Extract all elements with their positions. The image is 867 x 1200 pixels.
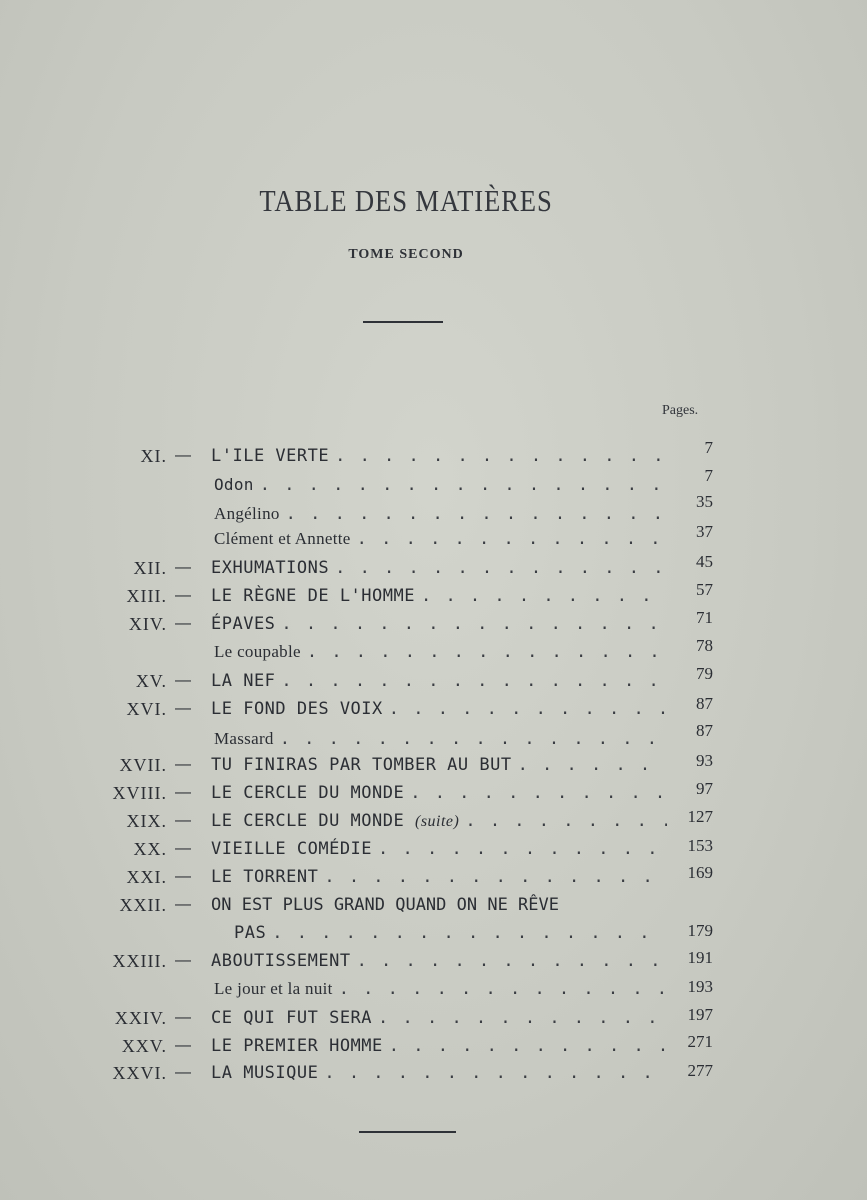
- leader-line: [211, 1032, 667, 1060]
- page-number: 37: [696, 522, 713, 541]
- leader-line: [211, 1004, 667, 1032]
- chapter-title: LE PREMIER HOMME: [211, 1036, 383, 1056]
- toc-entry: [0, 863, 867, 891]
- chapter-number: XXII.: [119, 895, 167, 915]
- page-number: 153: [687, 836, 713, 855]
- leader-line: [211, 554, 667, 582]
- page-number: 197: [687, 1005, 713, 1024]
- chapter-number: XVII.: [119, 755, 167, 775]
- page-number: 193: [687, 977, 713, 996]
- section-title: Angélino: [214, 504, 280, 523]
- dash: —: [175, 812, 191, 829]
- chapter-number: XI.: [140, 446, 167, 466]
- chapter-number: XVIII.: [112, 783, 167, 803]
- toc-entry: [0, 664, 867, 695]
- chapter-title: EXHUMATIONS: [211, 558, 330, 578]
- chapter-number: XXVI.: [112, 1063, 167, 1083]
- chapter-title: ON EST PLUS GRAND QUAND ON NE RÊVE: [211, 895, 559, 915]
- chapter-number: XXIII.: [112, 951, 167, 971]
- dash: —: [175, 672, 191, 689]
- toc-subentry: [0, 466, 867, 499]
- page-number: 57: [696, 580, 713, 599]
- toc-subentry: [0, 522, 867, 553]
- dot-leader: [372, 1004, 667, 1032]
- leader-line: [211, 779, 667, 807]
- leader-line: [211, 807, 667, 836]
- dot-leader: [275, 667, 667, 695]
- page-number: 71: [696, 608, 713, 627]
- chapter-title: LE FOND DES VOIX: [211, 699, 383, 719]
- toc-entry: [0, 438, 867, 470]
- dash: —: [175, 587, 191, 604]
- toc-entry: [0, 751, 867, 779]
- toc-entry: [0, 610, 867, 638]
- dash: —: [175, 615, 191, 632]
- chapter-title: LE RÈGNE DE L'HOMME: [211, 586, 415, 606]
- leader-line: [211, 947, 667, 975]
- chapter-title: ÉPAVES: [211, 614, 276, 634]
- dot-leader: [329, 442, 667, 470]
- chapter-number: XVI.: [126, 699, 167, 719]
- leader-line: [214, 638, 667, 666]
- dot-leader: [318, 1059, 667, 1087]
- chapter-number: XXI.: [126, 867, 167, 887]
- section-title: Le coupable: [214, 642, 301, 661]
- chapter-title: TU FINIRAS PAR TOMBER AU BUT: [211, 755, 512, 775]
- chapter-number: XX.: [133, 839, 167, 859]
- section-title: Le jour et la nuit: [214, 979, 333, 998]
- dot-leader: [351, 947, 667, 975]
- dash: —: [175, 447, 191, 464]
- toc-entry: [0, 947, 867, 975]
- dot-leader: [329, 554, 667, 582]
- dot-leader: [254, 471, 667, 499]
- leader-line: [211, 695, 667, 723]
- page-number: 191: [687, 948, 713, 967]
- dot-leader: [301, 638, 667, 666]
- chapter-title: LA MUSIQUE: [211, 1063, 319, 1083]
- chapter-number: XXIV.: [114, 1008, 167, 1028]
- leader-line: [211, 610, 667, 638]
- chapter-number: XII.: [133, 558, 167, 578]
- chapter-number: XV.: [135, 671, 167, 691]
- chapter-title: [211, 807, 459, 836]
- leader-line: [214, 471, 667, 499]
- toc-subentry: [0, 492, 867, 528]
- leader-line: [214, 975, 667, 1003]
- dot-leader: [274, 725, 667, 753]
- dot-leader: [383, 695, 667, 723]
- page-number: 169: [687, 863, 713, 882]
- leader-line: [214, 525, 667, 553]
- chapter-title: LE CERCLE DU MONDE: [211, 783, 405, 803]
- toc-entry: [0, 835, 867, 863]
- volume-subtitle: TOME SECOND: [348, 247, 464, 262]
- toc-entry: [0, 891, 867, 919]
- page-number: 45: [696, 552, 713, 571]
- bottom-divider: [359, 1131, 456, 1133]
- dash: —: [175, 784, 191, 801]
- page-number: 97: [696, 779, 713, 798]
- chapter-number: XXV.: [121, 1036, 167, 1056]
- dot-leader: [512, 751, 667, 779]
- page-number: 7: [704, 466, 713, 485]
- dash: —: [175, 559, 191, 576]
- dot-leader: [459, 807, 667, 835]
- toc-subentry: [0, 638, 867, 666]
- page-number: 79: [696, 664, 713, 683]
- section-title: Clément et Annette: [214, 529, 351, 548]
- chapter-title: LA NEF: [211, 671, 276, 691]
- chapter-title-suffix: (suite): [414, 813, 460, 830]
- toc-entry: [0, 1004, 867, 1032]
- page-number: 87: [696, 694, 713, 713]
- chapter-title-continuation: PAS: [234, 923, 267, 943]
- toc-entry-continuation: [0, 919, 867, 947]
- chapter-title: VIEILLE COMÉDIE: [211, 839, 373, 859]
- chapter-number: XIV.: [128, 614, 167, 634]
- dot-leader: [383, 1032, 667, 1060]
- leader-line: [211, 751, 667, 779]
- dash: —: [175, 1009, 191, 1026]
- chapter-title: L'ILE VERTE: [211, 446, 330, 466]
- dash: —: [175, 1037, 191, 1054]
- section-title: Massard: [214, 729, 274, 748]
- toc-entry: [0, 582, 867, 610]
- page-number: 93: [696, 751, 713, 770]
- page-number: 7: [704, 438, 713, 457]
- dot-leader: [266, 919, 667, 947]
- toc-entry: [0, 779, 867, 807]
- dash: —: [175, 840, 191, 857]
- dash: —: [175, 756, 191, 773]
- toc-subentry: [0, 975, 867, 1003]
- chapter-title: ABOUTISSEMENT: [211, 951, 351, 971]
- dash: —: [175, 1064, 191, 1081]
- toc-entry: [0, 1059, 867, 1087]
- page-number: 179: [687, 921, 713, 940]
- dot-leader: [275, 610, 667, 638]
- page-number: 87: [696, 721, 713, 740]
- dot-leader: [351, 525, 667, 553]
- top-divider: [363, 321, 443, 323]
- page-number: 277: [687, 1061, 713, 1080]
- dash: —: [175, 700, 191, 717]
- page-number: 127: [687, 807, 713, 826]
- section-title: Odon: [214, 475, 254, 494]
- chapter-title: CE QUI FUT SERA: [211, 1008, 373, 1028]
- dot-leader: [280, 500, 667, 528]
- toc-subentry: [0, 721, 867, 753]
- toc-entry: [0, 695, 867, 723]
- pages-column-label: Pages.: [662, 403, 699, 418]
- dot-leader: [318, 863, 667, 891]
- dot-leader: [415, 582, 667, 610]
- leader-line: [211, 835, 667, 863]
- leader-line: [211, 863, 667, 891]
- dash: —: [175, 896, 191, 913]
- chapter-number: XIII.: [126, 586, 167, 606]
- dash: —: [175, 952, 191, 969]
- leader-line: [234, 919, 667, 947]
- dot-leader: [372, 835, 667, 863]
- dash: —: [175, 868, 191, 885]
- page-title: TABLE DES MATIÈRES: [259, 183, 553, 218]
- page-number: 271: [687, 1032, 713, 1051]
- toc-entry: [0, 554, 867, 582]
- page-number: 78: [696, 636, 713, 655]
- toc-entry: [0, 807, 867, 835]
- leader-line: [211, 667, 667, 695]
- toc-entry: [0, 1032, 867, 1060]
- chapter-number: XIX.: [126, 811, 167, 831]
- chapter-title: LE TORRENT: [211, 867, 319, 887]
- chapter-title-text: LE CERCLE DU MONDE: [211, 811, 405, 831]
- dot-leader: [333, 975, 667, 1003]
- leader-line: [211, 442, 667, 470]
- leader-line: [211, 1059, 667, 1087]
- dot-leader: [404, 779, 667, 807]
- leader-line: [211, 582, 667, 610]
- leader-line: [214, 725, 667, 753]
- page-number: 35: [696, 492, 713, 511]
- leader-line: [214, 500, 667, 528]
